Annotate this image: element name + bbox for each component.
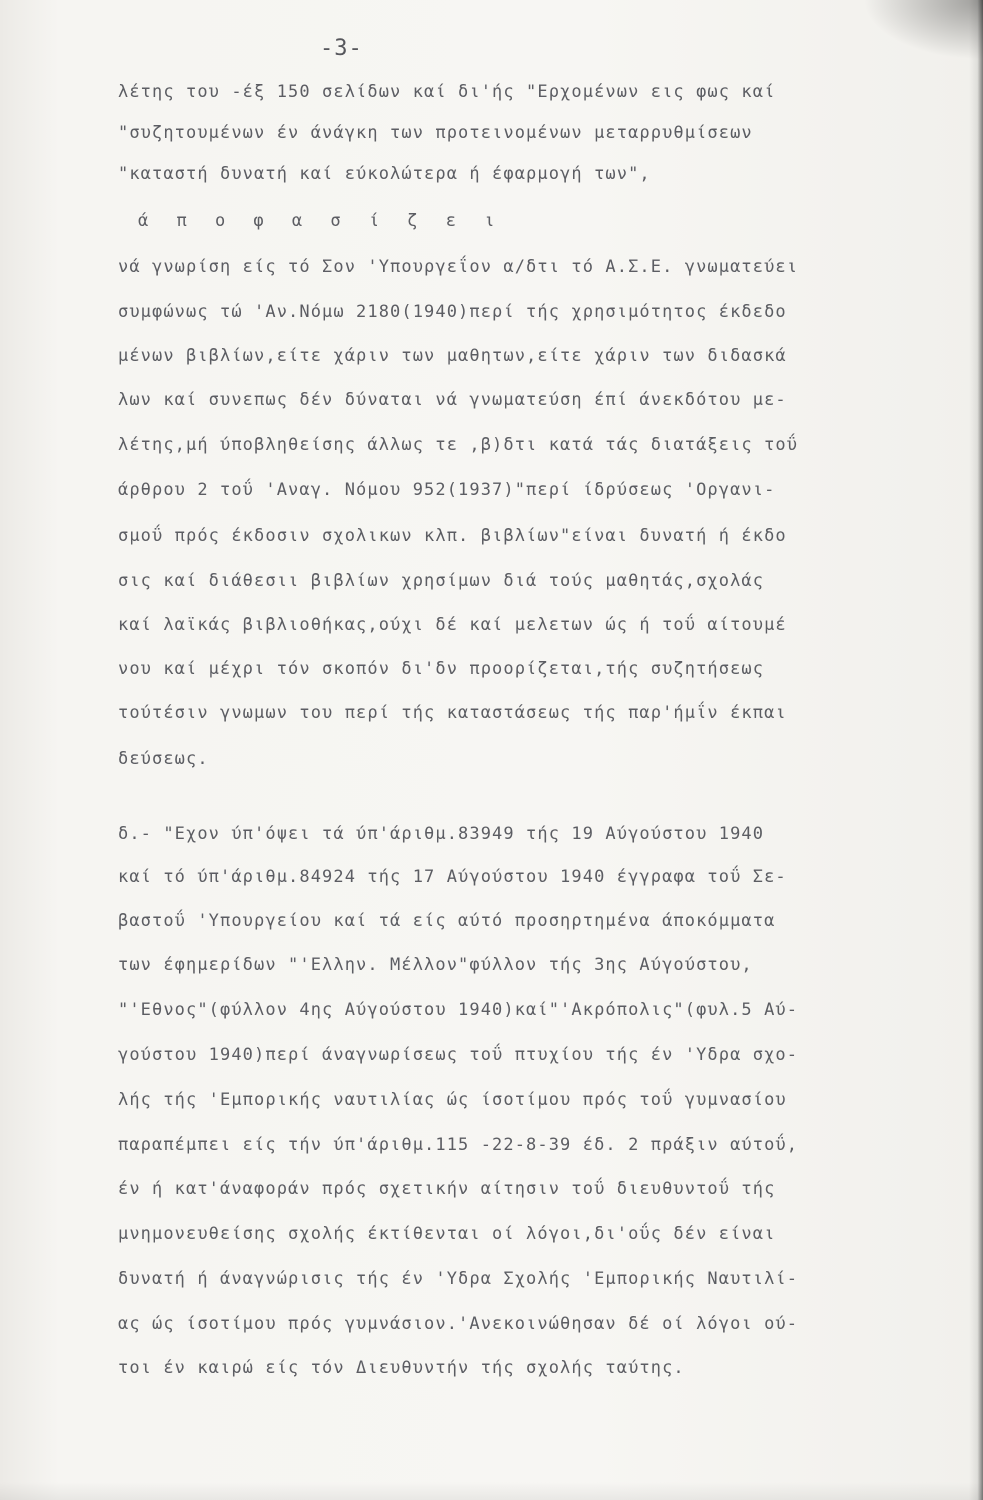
text-line: δυνατή ή άναγνώρισις τής έν 'Υδρα Σχολής 'Εμπορικής Ναυτιλί- bbox=[118, 1269, 799, 1289]
text-line: δ.- "Εχον ύπ'όψει τά ύπ'άριθμ.83949 τής 19 Αύγούστου 1940 bbox=[118, 824, 765, 844]
text-line: νά γνωρίση είς τό Σον 'Υπουργεΐον α/δτι τό Α.Σ.Ε. γνωματεύει bbox=[118, 257, 799, 277]
text-line: σις καί διάθεσιι βιβλίων χρησίμων διά τούς μαθητάς,σχολάς bbox=[118, 571, 765, 591]
text-line: παραπέμπει είς τήν ύπ'άριθμ.115 -22-8-39 έδ. 2 πράξιν αύτοΰ, bbox=[118, 1135, 799, 1155]
text-line: τούτέσιν γνωμων του περί τής καταστάσεως τής παρ'ήμΐν έκπαι bbox=[118, 703, 787, 723]
text-line: λέτης του -έξ 150 σελίδων καί δι'ής "Ερχομένων εις φως καί bbox=[118, 82, 776, 102]
text-line: νου καί μέχρι τόν σκοπόν δι'δν προορίζεται,τής συζητήσεως bbox=[118, 659, 765, 679]
text-line: "καταστή δυνατή καί εύκολώτερα ή έφαρμογή των", bbox=[118, 164, 651, 184]
text-line: δεύσεως. bbox=[118, 749, 209, 769]
text-line: άρθρου 2 τοΰ 'Αναγ. Νόμου 952(1937)"περί ίδρύσεως 'Οργανι- bbox=[118, 480, 776, 500]
text-line: ας ώς ίσοτίμου πρός γυμνάσιον.'Ανεκοινώθησαν δέ οί λόγοι ού- bbox=[118, 1314, 799, 1334]
text-line: μένων βιβλίων,είτε χάριν των μαθητων,είτε χάριν των διδασκά bbox=[118, 346, 787, 366]
text-line: τοι έν καιρώ είς τόν Διευθυντήν τής σχολής ταύτης. bbox=[118, 1358, 685, 1378]
text-line: συμφώνως τώ 'Αν.Νόμω 2180(1940)περί τής χρησιμότητος έκδεδο bbox=[118, 302, 787, 322]
text-line: σμοΰ πρός έκδοσιν σχολικων κλπ. βιβλίων"είναι δυνατή ή έκδο bbox=[118, 526, 787, 546]
text-line: λων καί συνεπως δέν δύναται νά γνωματεύση έπί άνεκδότου με- bbox=[118, 390, 787, 410]
text-line: γούστου 1940)περί άναγνωρίσεως τοΰ πτυχίου τής έν 'Υδρα σχο- bbox=[118, 1045, 799, 1065]
text-line: καί λαϊκάς βιβλιοθήκας,ούχι δέ καί μελετων ώς ή τοΰ αίτουμέ bbox=[118, 615, 787, 635]
text-line: των έφημερίδων "'Ελλην. Μέλλον"φύλλον τής 3ης Αύγούστου, bbox=[118, 955, 753, 975]
page-number: -3- bbox=[320, 36, 363, 61]
text-line: "'Εθνος"(φύλλον 4ης Αύγούστου 1940)καί"'Ακρόπολις"(φυλ.5 Αύ- bbox=[118, 1000, 799, 1020]
text-line: λής τής 'Εμπορικής ναυτιλίας ώς ίσοτίμου πρός τοΰ γυμνασίου bbox=[118, 1090, 787, 1110]
text-line: "συζητουμένων έν άνάγκη των προτεινομένων μεταρρυθμίσεων bbox=[118, 123, 753, 143]
text-line: λέτης,μή ύποβληθείσης άλλως τε ,β)δτι κατά τάς διατάξεις τοΰ bbox=[118, 435, 799, 455]
decision-verb: ά π ο φ α σ ί ζ ε ι bbox=[138, 211, 504, 231]
text-line: έν ή κατ'άναφοράν πρός σχετικήν αίτησιν τοΰ διευθυντοΰ τής bbox=[118, 1179, 776, 1199]
text-line: καί τό ύπ'άριθμ.84924 τής 17 Αύγούστου 1940 έγγραφα τοΰ Σε- bbox=[118, 867, 787, 887]
text-line: βαστοΰ 'Υπουργείου καί τά είς αύτό προσηρτημένα άποκόμματα bbox=[118, 911, 776, 931]
text-line: μνημονευθείσης σχολής έκτίθενται οί λόγοι,δι'οΰς δέν είναι bbox=[118, 1224, 776, 1244]
